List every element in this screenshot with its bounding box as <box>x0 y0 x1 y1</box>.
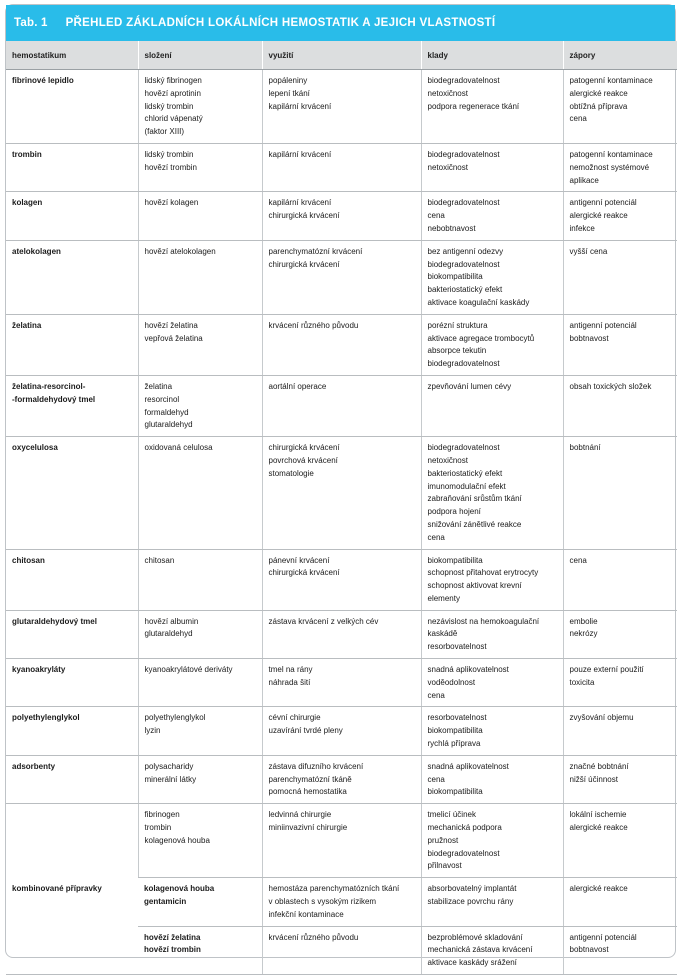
table-row <box>6 549 677 610</box>
cell-zapory <box>563 755 677 803</box>
cell-line: podpora regenerace tkání <box>427 101 520 111</box>
cell-line: hovězí kolagen <box>144 198 199 208</box>
cell-line: pouze externí použití <box>569 665 644 675</box>
cell-vyuziti <box>262 878 421 926</box>
cell-line: nemožnost systémové <box>569 162 650 172</box>
cell-vyuziti <box>262 240 421 314</box>
cell-klady <box>421 70 563 144</box>
cell-line: zvyšování objemu <box>569 713 634 723</box>
cell-hemostatikum <box>6 314 138 375</box>
cell-slozeni <box>138 70 262 144</box>
cell-line: glutaraldehydový tmel <box>12 616 97 626</box>
cell-hemostatikum <box>6 143 138 191</box>
cell-vyuziti <box>262 314 421 375</box>
cell-slozeni <box>138 143 262 191</box>
cell-klady <box>421 314 563 375</box>
cell-line: bobtnavost <box>569 333 609 343</box>
cell-klady <box>421 610 563 658</box>
cell-hemostatikum <box>6 375 138 436</box>
cell-zapory <box>563 240 677 314</box>
cell-line: želatina <box>12 320 42 330</box>
cell-hemostatikum <box>6 549 138 610</box>
table-row <box>6 70 677 144</box>
table-row <box>6 804 677 878</box>
cell-line: želatina <box>144 381 173 391</box>
cell-zapory <box>563 549 677 610</box>
cell-line: povrchová krvácení <box>268 455 338 465</box>
cell-line: mechanická zástava krvácení <box>427 945 533 955</box>
table-label: Tab. 1 <box>14 17 48 29</box>
cell-line: cena <box>427 532 445 542</box>
cell-line: hovězí trombin <box>144 162 197 172</box>
cell-line: hovězí albumin <box>144 616 199 626</box>
cell-vyuziti <box>262 610 421 658</box>
cell-line: lidský fibrinogen <box>144 76 202 85</box>
cell-line: hovězí želatina <box>144 932 201 942</box>
cell-zapory <box>563 70 677 144</box>
cell-line: polyethylenglykol <box>144 713 206 723</box>
cell-klady <box>421 437 563 549</box>
cell-vyuziti <box>262 755 421 803</box>
cell-line: hovězí trombin <box>144 945 201 955</box>
header-vyuziti: využití <box>262 41 421 70</box>
cell-line: pánevní krvácení <box>268 555 330 565</box>
cell-klady <box>421 804 563 878</box>
cell-line: -formaldehydový tmel <box>12 394 96 404</box>
cell-line: aortální operace <box>268 381 327 391</box>
cell-line: kapilární krvácení <box>268 101 332 111</box>
table-row <box>6 192 677 240</box>
cell-line: hovězí želatina <box>144 320 198 330</box>
cell-slozeni <box>138 707 262 755</box>
cell-line: porézní struktura <box>427 320 488 330</box>
cell-line: trombin <box>12 149 42 159</box>
cell-line: ledvinná chirurgie <box>268 810 332 820</box>
cell-line: lepení tkání <box>268 88 310 98</box>
cell-hemostatikum <box>6 70 138 144</box>
cell-slozeni <box>138 804 262 878</box>
cell-zapory <box>563 804 677 878</box>
cell-zapory <box>563 314 677 375</box>
cell-line: biodegradovatelnost <box>427 149 500 159</box>
cell-klady <box>421 143 563 191</box>
cell-hemostatikum <box>6 755 138 803</box>
cell-line: chitosan <box>12 555 45 565</box>
cell-line: patogenní kontaminace <box>569 76 653 85</box>
cell-line: alergické reakce <box>569 88 628 98</box>
cell-line: antigenní potenciál <box>569 932 637 942</box>
cell-line: značné bobtnání <box>569 761 629 771</box>
cell-line: bakteriostatický efekt <box>427 285 503 295</box>
cell-line: chirurgická krvácení <box>268 211 340 221</box>
cell-line: kapilární krvácení <box>268 198 332 208</box>
table-frame <box>5 4 676 968</box>
cell-line: hovězí aprotinin <box>144 88 201 98</box>
cell-line: alergické reakce <box>569 884 628 894</box>
cell-line: parenchymatózní krvácení <box>268 246 363 256</box>
cell-line: biokompatibilita <box>427 555 483 565</box>
cell-line: voděodolnost <box>427 677 476 687</box>
cell-line: toxicita <box>569 677 595 687</box>
cell-vyuziti <box>262 804 421 878</box>
cell-klady <box>421 878 563 926</box>
cell-line: biodegradovatelnost <box>427 443 500 453</box>
cell-line: parenchymatózní tkáně <box>268 774 352 784</box>
cell-slozeni <box>138 375 262 436</box>
cell-line: pružnost <box>427 835 459 845</box>
cell-line: lidský trombin <box>144 101 194 111</box>
cell-line: tmelicí účinek <box>427 810 476 820</box>
cell-line: aktivace kaskády srážení <box>427 958 517 968</box>
cell-klady <box>421 192 563 240</box>
table-row <box>6 143 677 191</box>
cell-line: hemostáza parenchymatózních tkání <box>268 884 400 894</box>
table-title: PŘEHLED ZÁKLADNÍCH LOKÁLNÍCH HEMOSTATIK A JEJICH VLASTNOSTÍ <box>65 17 496 29</box>
cell-zapory <box>563 878 677 926</box>
header-hemostatikum: hemostatikum <box>6 41 138 70</box>
cell-line: chlorid vápenatý <box>144 114 203 124</box>
cell-line: stomatologie <box>268 468 314 478</box>
hemostatics-table <box>6 41 677 975</box>
table-row <box>6 707 677 755</box>
cell-hemostatikum <box>6 240 138 314</box>
cell-line: tmel na rány <box>268 665 313 675</box>
cell-zapory <box>563 926 677 974</box>
cell-line: biodegradovatelnost <box>427 848 500 858</box>
cell-line: netoxičnost <box>427 88 468 98</box>
cell-line: biodegradovatelnost <box>427 259 500 269</box>
cell-line: polysacharidy <box>144 761 194 771</box>
cell-line: resorbovatelnost <box>427 713 487 723</box>
table-row <box>6 314 677 375</box>
cell-line: atelokolagen <box>12 246 61 256</box>
cell-hemostatikum-combined <box>6 804 138 975</box>
cell-line: nižší účinnost <box>569 774 618 784</box>
cell-line: bezproblémové skladování <box>427 932 523 942</box>
cell-line: zástava krvácení z velkých cév <box>268 616 379 626</box>
cell-line: aktivace koagulační kaskády <box>427 297 530 307</box>
cell-line: aplikace <box>569 175 599 185</box>
cell-vyuziti <box>262 659 421 707</box>
cell-line: nebobtnavost <box>427 223 476 233</box>
cell-line: lidský trombin <box>144 149 194 159</box>
cell-line: antigenní potenciál <box>569 198 637 208</box>
cell-vyuziti <box>262 143 421 191</box>
cell-klady <box>421 240 563 314</box>
cell-line: kolagen <box>12 198 43 208</box>
cell-line: cévní chirurgie <box>268 713 321 723</box>
cell-line: nezávislost na hemokoagulační <box>427 616 540 626</box>
cell-zapory <box>563 610 677 658</box>
cell-line: glutaraldehyd <box>144 420 193 430</box>
cell-line: kolagenová houba <box>144 835 210 845</box>
cell-line: snadná aplikovatelnost <box>427 665 509 675</box>
cell-line: chirurgická krvácení <box>268 568 340 578</box>
cell-line: embolie <box>569 616 598 626</box>
cell-line: v oblastech s vysokým rizikem <box>268 897 377 907</box>
cell-line: kolagenová houba <box>144 884 215 894</box>
cell-line: oxidovaná celulosa <box>144 443 213 453</box>
cell-line: absorbovatelný implantát <box>427 884 517 894</box>
cell-line: biokompatibilita <box>427 272 483 282</box>
cell-zapory <box>563 437 677 549</box>
cell-line: elementy <box>427 593 460 603</box>
cell-slozeni <box>138 192 262 240</box>
cell-line: netoxičnost <box>427 455 468 465</box>
cell-line: mechanická podpora <box>427 823 502 833</box>
cell-line: bez antigenní odezvy <box>427 246 504 256</box>
cell-line: biodegradovatelnost <box>427 76 500 85</box>
cell-hemostatikum <box>6 192 138 240</box>
cell-hemostatikum <box>6 659 138 707</box>
cell-slozeni <box>138 437 262 549</box>
cell-hemostatikum <box>6 610 138 658</box>
table-row <box>6 755 677 803</box>
cell-klady <box>421 707 563 755</box>
cell-line: zabraňování srůstům tkání <box>427 494 522 504</box>
cell-line: alergické reakce <box>569 211 628 221</box>
cell-line: popáleniny <box>268 76 308 85</box>
cell-line: chirurgická krvácení <box>268 259 340 269</box>
cell-zapory <box>563 707 677 755</box>
cell-slozeni <box>138 610 262 658</box>
cell-zapory <box>563 375 677 436</box>
cell-line: cena <box>427 690 445 700</box>
cell-line: stabilizace povrchu rány <box>427 897 514 907</box>
cell-line: zástava difuzního krvácení <box>268 761 364 771</box>
cell-line: uzavírání tvrdé pleny <box>268 726 343 736</box>
cell-zapory <box>563 659 677 707</box>
cell-line: schopnost přitahovat erytrocyty <box>427 568 539 578</box>
cell-line: formaldehyd <box>144 407 189 417</box>
cell-line: snižování zánětlivé reakce <box>427 519 522 529</box>
cell-line: biokompatibilita <box>427 787 483 797</box>
cell-line: pomocná hemostatika <box>268 787 347 797</box>
cell-hemostatikum <box>6 437 138 549</box>
cell-line: náhrada šití <box>268 677 311 687</box>
cell-line: absorpce tekutin <box>427 346 487 356</box>
cell-line: chitosan <box>144 555 175 565</box>
cell-klady <box>421 659 563 707</box>
cell-line: krvácení různého původu <box>268 320 359 330</box>
cell-vyuziti <box>262 707 421 755</box>
cell-line: cena <box>427 211 445 221</box>
cell-slozeni <box>138 549 262 610</box>
cell-line: gentamicin <box>144 897 187 907</box>
cell-slozeni <box>138 240 262 314</box>
cell-line: biokompatibilita <box>427 726 483 736</box>
cell-line: polyethylenglykol <box>12 713 80 723</box>
cell-line: minerální látky <box>144 774 197 784</box>
header-zapory: zápory <box>563 41 677 70</box>
cell-line: vyšší cena <box>569 246 608 256</box>
cell-line: rychlá příprava <box>427 739 481 749</box>
cell-line: imunomodulační efekt <box>427 481 506 491</box>
table-row <box>6 240 677 314</box>
cell-line: podpora hojení <box>427 507 481 517</box>
cell-line: alergické reakce <box>569 823 628 833</box>
cell-zapory <box>563 192 677 240</box>
cell-line: želatina-resorcinol- <box>12 381 86 391</box>
cell-vyuziti <box>262 192 421 240</box>
cell-slozeni <box>138 314 262 375</box>
table-row <box>6 375 677 436</box>
cell-line: bobtnání <box>569 443 601 453</box>
cell-line: kapilární krvácení <box>268 149 332 159</box>
cell-vyuziti <box>262 375 421 436</box>
cell-hemostatikum <box>6 707 138 755</box>
cell-line: kombinované přípravky <box>12 884 102 894</box>
cell-line: adsorbenty <box>12 761 56 771</box>
cell-line: resorbovatelnost <box>427 642 487 652</box>
cell-line: bakteriostatický efekt <box>427 468 503 478</box>
cell-line: kaskádě <box>427 629 458 639</box>
cell-line: chirurgická krvácení <box>268 443 340 453</box>
cell-vyuziti <box>262 437 421 549</box>
cell-line: resorcinol <box>144 394 180 404</box>
cell-line: infekční kontaminace <box>268 909 344 919</box>
cell-line: infekce <box>569 223 595 233</box>
table-title-bar <box>6 5 675 41</box>
cell-line: (faktor XIII) <box>144 127 185 137</box>
cell-slozeni <box>138 926 262 974</box>
cell-line: hovězí atelokolagen <box>144 246 216 256</box>
cell-line: obtížná příprava <box>569 101 628 111</box>
cell-line: miniinvazivní chirurgie <box>268 823 348 833</box>
cell-klady <box>421 375 563 436</box>
cell-line: zpevňování lumen cévy <box>427 381 512 391</box>
table-row <box>6 659 677 707</box>
cell-line: netoxičnost <box>427 162 468 172</box>
cell-line: krvácení různého původu <box>268 932 359 942</box>
cell-line: cena <box>569 555 587 565</box>
cell-line: antigenní potenciál <box>569 320 637 330</box>
cell-line: cena <box>427 774 445 784</box>
table-row <box>6 610 677 658</box>
cell-line: aktivace agregace trombocytů <box>427 333 535 343</box>
cell-line: schopnost aktivovat krevní <box>427 581 522 591</box>
cell-zapory <box>563 143 677 191</box>
cell-line: biodegradovatelnost <box>427 198 500 208</box>
cell-line: biodegradovatelnost <box>427 359 500 369</box>
cell-slozeni <box>138 878 262 926</box>
cell-vyuziti <box>262 70 421 144</box>
cell-line: lyzin <box>144 726 161 736</box>
cell-klady <box>421 549 563 610</box>
cell-line: fibrinové lepidlo <box>12 76 74 85</box>
cell-line: trombin <box>144 823 172 833</box>
cell-line: kyanoakryláty <box>12 665 66 675</box>
cell-line: lokální ischemie <box>569 810 627 820</box>
cell-line: kyanoakrylátové deriváty <box>144 665 233 675</box>
cell-klady <box>421 926 563 974</box>
table-row <box>6 437 677 549</box>
cell-line: glutaraldehyd <box>144 629 193 639</box>
cell-line: bobtnavost <box>569 945 609 955</box>
cell-line: snadná aplikovatelnost <box>427 761 509 771</box>
cell-line: oxycelulosa <box>12 443 58 453</box>
cell-line: nekrózy <box>569 629 598 639</box>
cell-line: vepřová želatina <box>144 333 203 343</box>
header-klady: klady <box>421 41 563 70</box>
cell-line: fibrinogen <box>144 810 180 820</box>
cell-slozeni <box>138 659 262 707</box>
header-slozeni: složení <box>138 41 262 70</box>
cell-vyuziti <box>262 926 421 974</box>
cell-vyuziti <box>262 549 421 610</box>
cell-line: cena <box>569 114 587 124</box>
cell-line: patogenní kontaminace <box>569 149 653 159</box>
cell-line: přilnavost <box>427 861 462 871</box>
cell-line: obsah toxických složek <box>569 381 652 391</box>
cell-slozeni <box>138 755 262 803</box>
cell-klady <box>421 755 563 803</box>
header-row <box>6 41 677 70</box>
